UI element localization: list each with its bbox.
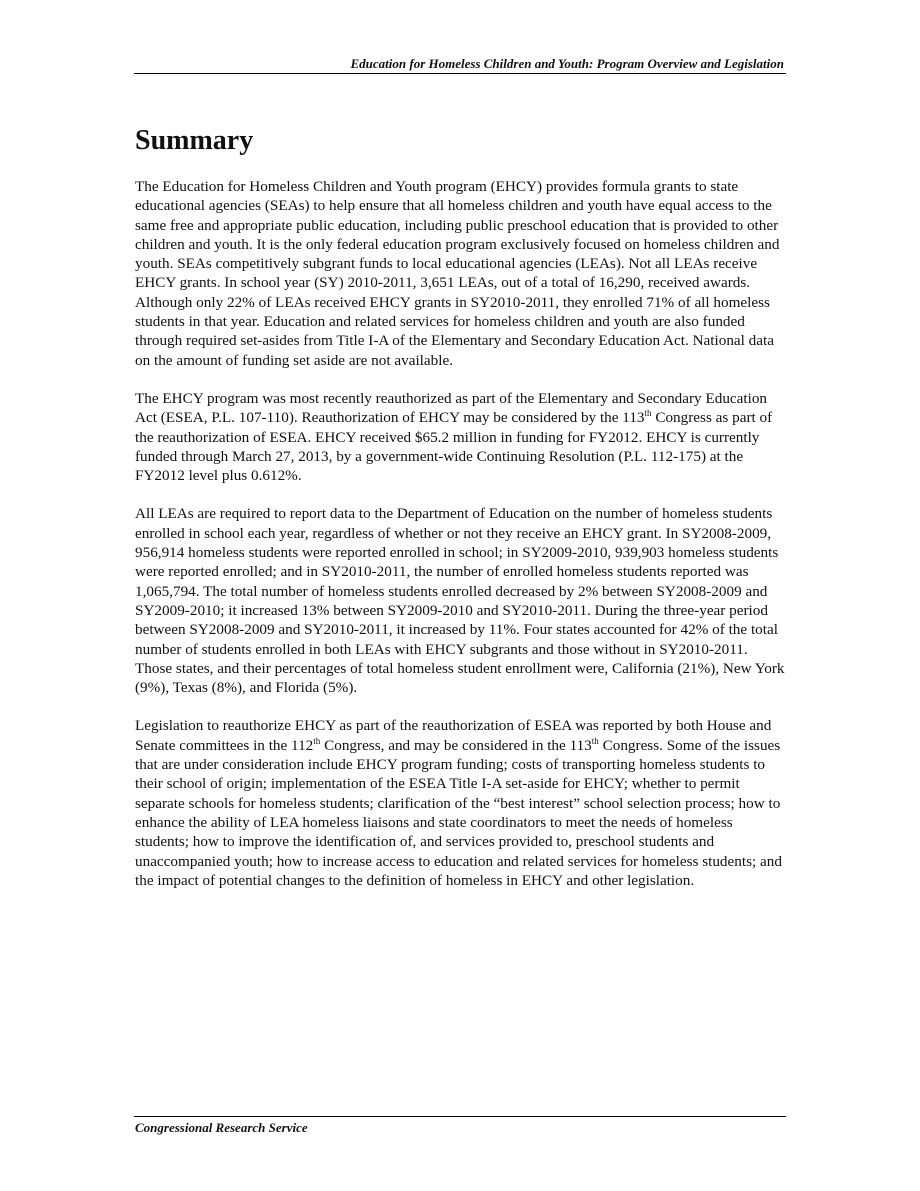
- running-header: Education for Homeless Children and Youth: Program Overview and Legislation: [350, 56, 784, 71]
- paragraph-enrollment-data: All LEAs are required to report data to the Department of Education on the number of homeless students enrolled in school each year, regardless of whether or not they receive an EHCY grant. In SY2008-2009, 956,914 homeless students were reported enrolled in school; in SY2009-2010, 939,903 homeless students were reported enrolled; and in SY2010-2011, the number of enrolled homeless students reported was 1,065,794. The total number of homeless students enrolled decreased by 2% between SY2008-2009 and SY2009-2010; it increased 13% between SY2009-2010 and SY2010-2011. During the three-year period between SY2008-2009 and SY2010-2011, it increased by 11%. Four states accounted for 42% of the total number of students enrolled in both LEAs with EHCY subgrants and those without in SY2010-2011. Those states, and their percentages of total homeless student enrollment were, California (21%), New York (9%), Texas (8%), and Florida (5%).: [135, 505, 785, 697]
- page-title: Summary: [135, 125, 254, 156]
- paragraph-reauthorization-funding: [135, 389, 787, 485]
- paragraph-text: Congress, and may be considered in the 113: [320, 736, 592, 754]
- paragraph-ehcy-overview: The Education for Homeless Children and Youth program (EHCY) provides formula grants to state educational agencies (SEAs) to help ensure that all homeless children and youth have equal access to the same free and appropriate public education, including public preschool education that is provided to other children and youth. It is the only federal education program exclusively focused on homeless children and youth. SEAs competitively subgrant funds to local educational agencies (LEAs). Not all LEAs receive EHCY grants. In school year (SY) 2010-2011, 3,651 LEAs, out of a total of 16,290, received awards. Although only 22% of LEAs received EHCY grants in SY2010-2011, they enrolled 71% of all homeless students in that year. Education and related services for homeless children and youth are also funded through required set-asides from Title I-A of the Elementary and Secondary Education Act. National data on the amount of funding set aside are not available.: [135, 178, 780, 369]
- paragraph-text: Congress as part of the reauthorization of ESEA. EHCY received $65.2 million in funding for FY2012. EHCY is currently funded through March 27, 2013, by a government-wide Continuing Resolution (P.L. 112-175) at the FY2012 level plus 0.612%.: [135, 409, 773, 485]
- footer-divider: [134, 1116, 786, 1117]
- paragraph-text: Congress. Some of the issues that are under consideration include EHCY program funding; costs of transporting homeless students to their school of origin; implementation of the ESEA Title I-A set-aside for EHCY; whether to permit separate schools for homeless students; clarification of the “best interest” school selection process; how to enhance the ability of LEA homeless liaisons and state coordinators to meet the needs of homeless students; how to improve the identification of, and services provided to, preschool students and unaccompanied youth; how to increase access to education and related services for homeless students; and the impact of potential changes to the definition of homeless in EHCY and other legislation.: [135, 736, 782, 889]
- paragraph-legislation-issues: [135, 716, 787, 890]
- paragraph-text: Legislation to reauthorize EHCY as part of the reauthorization of ESEA was reported by both House and Senate committees in the 112: [135, 717, 772, 754]
- ordinal-superscript: th: [313, 735, 321, 746]
- summary-body: [135, 177, 787, 909]
- ordinal-superscript: th: [644, 408, 652, 419]
- paragraph-text: The EHCY program was most recently reauthorized as part of the Elementary and Secondary Education Act (ESEA, P.L. 107-110). Reauthorization of EHCY may be considered by the 113: [135, 389, 768, 427]
- ordinal-superscript: th: [591, 735, 599, 746]
- header-divider: [134, 73, 786, 74]
- footer-source: Congressional Research Service: [135, 1120, 308, 1135]
